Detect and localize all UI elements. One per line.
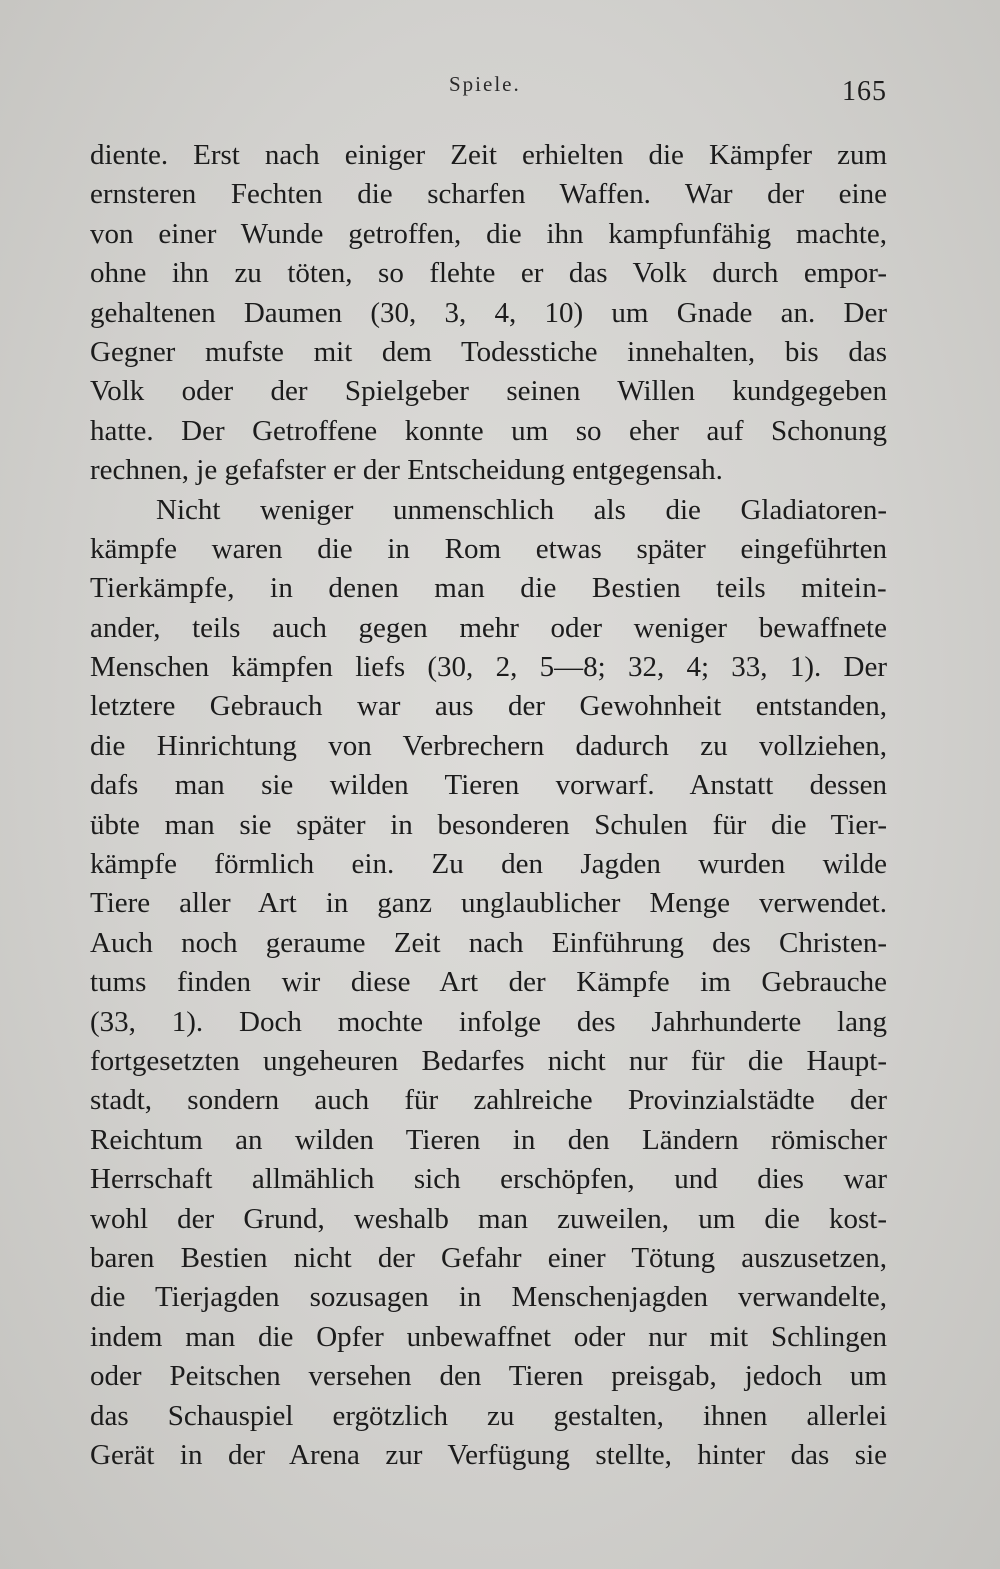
- text-line: gehaltenen Daumen (30, 3, 4, 10) um Gnade an. Der: [90, 296, 887, 329]
- text-line: indem man die Opfer unbewaffnet oder nur mit Schlingen: [90, 1320, 887, 1353]
- text-line: Gerät in der Arena zur Verfügung stellte, hinter das sie: [90, 1438, 887, 1471]
- running-head: [0, 72, 1000, 108]
- text-line: Nicht weniger unmenschlich als die Gladiatoren-: [156, 493, 887, 526]
- text-line: Herrschaft allmählich sich erschöpfen, und dies war: [90, 1163, 887, 1196]
- text-line: Gegner mufste mit dem Todesstiche innehalten, bis das: [90, 335, 887, 368]
- text-line: fortgesetzten ungeheuren Bedarfes nicht nur für die Haupt-: [90, 1044, 887, 1077]
- text-line: baren Bestien nicht der Gefahr einer Tötung auszusetzen,: [90, 1241, 887, 1274]
- text-line: die Tierjagden sozusagen in Menschenjagden verwandelte,: [90, 1281, 887, 1314]
- running-title: Spiele.: [449, 72, 521, 96]
- text-line: tums finden wir diese Art der Kämpfe im Gebrauche: [90, 966, 887, 999]
- text-line: ohne ihn zu töten, so flehte er das Volk durch empor-: [90, 257, 887, 290]
- text-line: hatte. Der Getroffene konnte um so eher auf Schonung: [90, 414, 887, 447]
- text-line: Auch noch geraume Zeit nach Einführung des Christen-: [90, 926, 887, 959]
- text-line: kämpfe förmlich ein. Zu den Jagden wurden wilde: [90, 848, 887, 881]
- text-line: (33, 1). Doch mochte infolge des Jahrhunderte lang: [90, 1005, 887, 1038]
- text-line: Reichtum an wilden Tieren in den Ländern römischer: [90, 1123, 887, 1156]
- text-line: Volk oder der Spielgeber seinen Willen kundgegeben: [90, 375, 887, 408]
- text-line: diente. Erst nach einiger Zeit erhielten die Kämpfer zum: [90, 139, 887, 171]
- text-line: Menschen kämpfen liefs (30, 2, 5—8; 32, 4; 33, 1). Der: [90, 651, 887, 684]
- text-line: stadt, sondern auch für zahlreiche Provinzialstädte der: [90, 1084, 887, 1117]
- text-line: Tiere aller Art in ganz unglaublicher Menge verwendet.: [90, 887, 887, 920]
- text-line: kämpfe waren die in Rom etwas später eingeführten: [90, 532, 887, 565]
- text-line: ander, teils auch gegen mehr oder weniger bewaffnete: [90, 611, 887, 644]
- text-line: wohl der Grund, weshalb man zuweilen, um die kost-: [90, 1202, 887, 1235]
- text-line: das Schauspiel ergötzlich zu gestalten, ihnen allerlei: [90, 1399, 887, 1432]
- text-line: rechnen, je gefafster er der Entscheidung entgegensah.: [90, 454, 723, 487]
- page-number: 165: [842, 76, 887, 107]
- text-line: oder Peitschen versehen den Tieren preisgab, jedoch um: [90, 1360, 887, 1393]
- text-line: die Hinrichtung von Verbrechern dadurch zu vollziehen,: [90, 729, 887, 762]
- body-text: [90, 136, 887, 1475]
- text-line: letztere Gebrauch war aus der Gewohnheit entstanden,: [90, 690, 887, 723]
- text-line: übte man sie später in besonderen Schulen für die Tier-: [90, 808, 887, 841]
- text-line: dafs man sie wilden Tieren vorwarf. Anstatt dessen: [90, 769, 887, 802]
- text-line: Tierkämpfe, in denen man die Bestien teils mitein-: [90, 572, 887, 605]
- text-line: ernsteren Fechten die scharfen Waffen. War der eine: [90, 178, 887, 211]
- text-line: von einer Wunde getroffen, die ihn kampfunfähig machte,: [90, 217, 887, 250]
